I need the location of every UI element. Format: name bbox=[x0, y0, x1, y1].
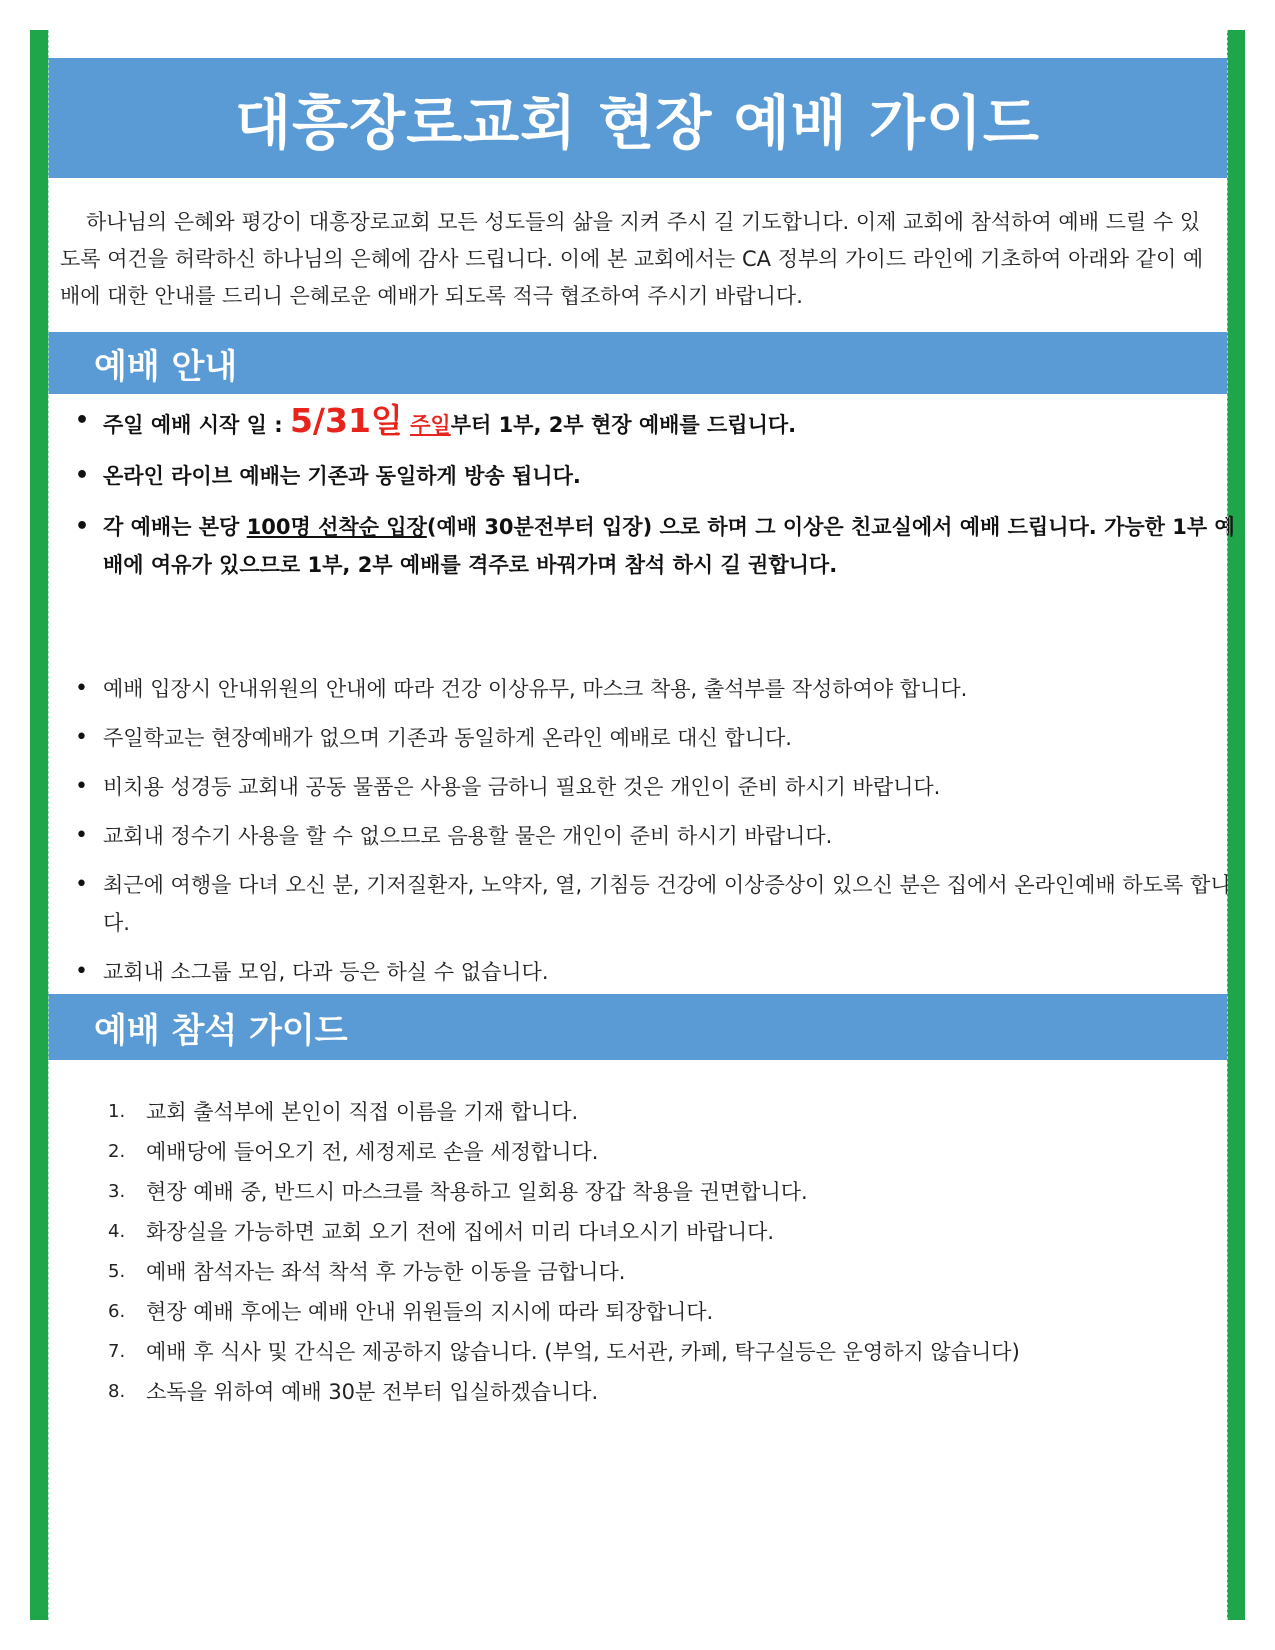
border-divider-right bbox=[1227, 30, 1228, 1620]
footer-line: 두려움과 불안이 확산되는 시기일수록 더욱 하나님만 바라고 의지하는 시간이 되시기를 소망합니다. bbox=[184, 1526, 1091, 1550]
list-item: • 교회내 정수기 사용을 할 수 없으므로 음용할 물은 개인이 준비 하시기 바랍니다. bbox=[103, 817, 1253, 855]
key-notice-list bbox=[48, 402, 1253, 597]
step-item: 4. 화장실을 가능하면 교회 오기 전에 집에서 미리 다녀오시기 바랍니다. bbox=[108, 1220, 775, 1244]
step-item: 1. 교회 출석부에 본인이 직접 이름을 기재 합니다. bbox=[108, 1100, 579, 1124]
section-header-attendance-guide bbox=[48, 994, 1227, 1060]
list-item-online: • 온라인 라이브 예배는 기존과 동일하게 방송 됩니다. bbox=[103, 457, 1253, 495]
section-title-service-info: 예배 안내 bbox=[94, 346, 238, 387]
list-item: • 교회내 소그룹 모임, 다과 등은 하실 수 없습니다. bbox=[103, 953, 1253, 991]
page-title: 대흥장로교회 현장 예배 가이드 bbox=[235, 89, 1040, 157]
footer-line: 무엇보다 이 시간들을 기도하는 기회로 사용해 주시기를 바랍니다. bbox=[336, 1493, 939, 1517]
capacity-highlight: 100명 선착순 입장 bbox=[246, 515, 427, 539]
section-header-service-info bbox=[48, 332, 1227, 394]
step-item: 7. 예배 후 식사 및 간식은 제공하지 않습니다. (부엌, 도서관, 카페, 탁구실등은 운영하지 않습니다) bbox=[108, 1340, 1020, 1364]
border-divider-left bbox=[48, 30, 49, 1620]
page-border bbox=[30, 30, 1245, 1620]
step-item: 6. 현장 예배 후에는 예배 안내 위원들의 지시에 따라 퇴장합니다. bbox=[108, 1300, 714, 1324]
step-item: 2. 예배당에 들어오기 전, 세정제로 손을 세정합니다. bbox=[108, 1140, 599, 1164]
list-item: • 최근에 여행을 다녀 오신 분, 기저질환자, 노약자, 열, 기침등 건강에 이상증상이 있으신 분은 집에서 온라인예배 하도록 합니다. bbox=[103, 866, 1253, 942]
footer-line: 교회 소식과 향후 일정등은 홈페이지와 우편물, 또는 구역장님을 통하여 안내 합니다. bbox=[248, 1460, 1027, 1484]
attendance-steps bbox=[108, 1092, 1208, 1412]
list-item-start-date: • 주일 예배 시작 일 : 5/31일 주일부터 1부, 2부 현장 예배를 드립니다. bbox=[103, 402, 1253, 444]
list-item: • 예배 입장시 안내위원의 안내에 따라 건강 이상유무, 마스크 착용, 출석부를 작성하여야 합니다. bbox=[103, 670, 1253, 708]
step-item: 8. 소독을 위하여 예배 30분 전부터 입실하겠습니다. bbox=[108, 1380, 599, 1404]
step-item: 5. 예배 참석자는 좌석 착석 후 가능한 이동을 금합니다. bbox=[108, 1260, 626, 1284]
list-item: • 주일학교는 현장예배가 없으며 기존과 동일하게 온라인 예배로 대신 합니다. bbox=[103, 719, 1253, 757]
section-title-attendance-guide: 예배 참석 가이드 bbox=[94, 1010, 348, 1051]
guideline-list bbox=[48, 670, 1253, 1002]
start-date: 5/31일 bbox=[289, 401, 403, 440]
list-item: • 비치용 성경등 교회내 공동 물품은 사용을 금하니 필요한 것은 개인이 준비 하시기 바랍니다. bbox=[103, 768, 1253, 806]
start-day: 주일 bbox=[410, 413, 451, 437]
footer-message bbox=[48, 1448, 1227, 1576]
title-banner bbox=[48, 58, 1227, 178]
step-item: 3. 현장 예배 중, 반드시 마스크를 착용하고 일회용 장갑 착용을 권면합니다. bbox=[108, 1180, 808, 1204]
list-item-capacity: • 각 예배는 본당 100명 선착순 입장(예배 30분전부터 입장) 으로 하며 그 이상은 친교실에서 예배 드립니다. 가능한 1부 예배에 여유가 있으므로 1부, 2부 예배를 격주로 바꿔가며 참석 하시 길 권합니다. bbox=[103, 508, 1253, 584]
page-content bbox=[48, 30, 1235, 1620]
intro-paragraph: 하나님의 은혜와 평강이 대흥장로교회 모든 성도들의 삶을 지켜 주시 길 기도합니다. 이제 교회에 참석하여 예배 드릴 수 있도록 여건을 허락하신 하나님의 은혜에 감사 드립니다. 이에 본 교회에서는 CA 정부의 가이드 라인에 기초하여 아래와 같이 예배에 대한 안내를 드리니 은혜로운 예배가 되도록 적극 협조하여 주시기 바랍니다. bbox=[60, 210, 1204, 308]
